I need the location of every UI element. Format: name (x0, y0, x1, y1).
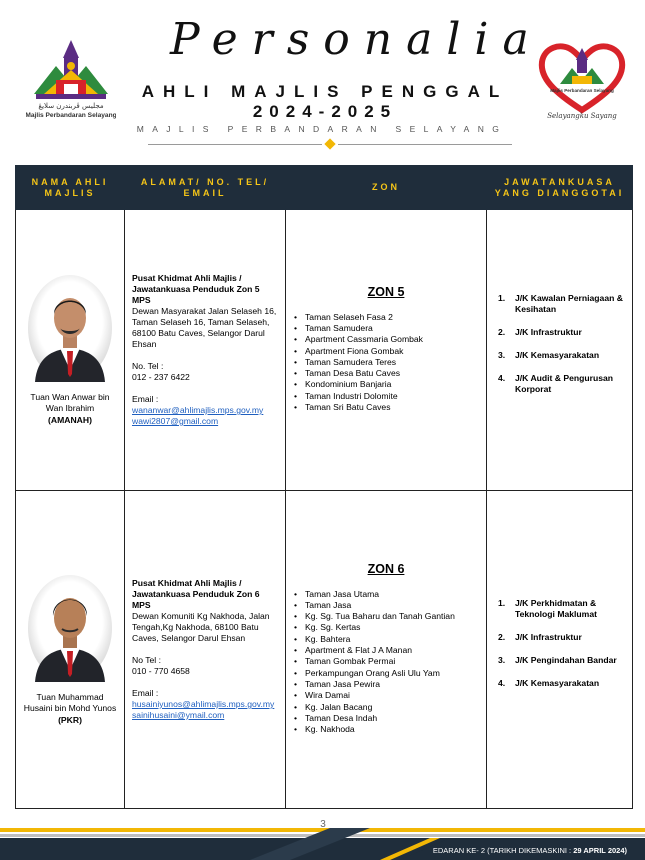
member-photo (27, 574, 113, 682)
list-item: • Taman Industri Dolomite (293, 391, 479, 402)
zone-cell (286, 491, 487, 809)
tel-label: No. Tel : (132, 361, 164, 371)
email-label: Email : (132, 688, 159, 698)
list-item: • Taman Jasa Pewira (293, 679, 479, 690)
member-name: Tuan Muhammad Husaini bin Mohd Yunos (23, 691, 117, 713)
title-line-2: 2024-2025 (252, 102, 398, 121)
decorative-line-left (148, 144, 322, 145)
list-item: • Taman Jasa (293, 600, 479, 611)
zone-cell (286, 210, 487, 491)
email-link[interactable]: wananwar@ahlimajlis.mps.gov.my (132, 405, 264, 415)
list-item: 2. J/K Infrastruktur (498, 632, 582, 642)
svg-text:Selayangku Sayang: Selayangku Sayang (547, 112, 617, 120)
committee-list (494, 598, 625, 689)
script-title: Personalia (170, 14, 543, 65)
member-party: (AMANAH) (48, 415, 92, 425)
email-link[interactable]: sainihusaini@ymail.com (132, 710, 225, 720)
list-item: • Taman Desa Indah (293, 713, 479, 724)
table-header-row (16, 166, 633, 210)
list-item: • Apartment Fiona Gombak (293, 346, 479, 357)
list-item: • Taman Samudera Teres (293, 357, 479, 368)
list-item: 2. J/K Infrastruktur (498, 327, 582, 337)
list-item: • Taman Sri Batu Caves (293, 402, 479, 413)
diamond-ornament-icon (324, 138, 335, 149)
email-label: Email : (132, 394, 159, 404)
zone-area-list (293, 312, 479, 414)
member-cell (16, 491, 125, 809)
list-item: • Apartment & Flat J A Manan (293, 645, 479, 656)
tel-label: No Tel : (132, 655, 161, 665)
member-name: Tuan Wan Anwar bin Wan Ibrahim (30, 392, 110, 413)
heart-logo-icon (536, 40, 628, 122)
page-number: 3 (320, 819, 326, 830)
edition-date: 29 APRIL 2024) (573, 846, 627, 855)
members-table (15, 165, 633, 809)
list-item: • Perkampungan Orang Asli Ulu Yam (293, 668, 479, 679)
zone-area-list (293, 589, 479, 736)
list-item: • Taman Selaseh Fasa 2 (293, 312, 479, 323)
list-item: 4. J/K Kemasyarakatan (498, 678, 600, 688)
list-item: • Taman Desa Batu Caves (293, 368, 479, 379)
address-title: Pusat Khidmat Ahli Majlis / Jawatankuasa Penduduk Zon 6 MPS (132, 578, 260, 610)
list-item: • Taman Jasa Utama (293, 589, 479, 600)
address-lines: Dewan Masyarakat Jalan Selaseh 16, Taman Selaseh 16, Taman Selaseh, 68100 Batu Caves, Selangor Darul Ehsan (132, 306, 277, 349)
zone-title: ZON 6 (367, 561, 405, 576)
header-member-name: NAMA AHLI MAJLIS (16, 166, 125, 210)
committee-cell (487, 491, 633, 809)
address-title: Pusat Khidmat Ahli Majlis / Jawatankuasa Penduduk Zon 5 MPS (132, 273, 260, 305)
list-item: • Wira Damai (293, 690, 479, 701)
committee-list (494, 293, 625, 395)
member-photo (27, 274, 113, 382)
member-cell (16, 210, 125, 491)
list-item: • Apartment Cassmaria Gombak (293, 334, 479, 345)
header-address: ALAMAT/ NO. TEL/ EMAIL (125, 166, 286, 210)
svg-text:Majlis Perbandaran Selayang: Majlis Perbandaran Selayang (550, 88, 614, 93)
header-committees: JAWATANKUASA YANG DIANGGOTAI (487, 166, 633, 210)
email-link[interactable]: husainiyunos@ahlimajlis.mps.gov.my (132, 699, 275, 709)
address-cell (125, 491, 286, 809)
table-row (16, 491, 633, 809)
list-item: • Taman Samudera (293, 323, 479, 334)
list-item: 1. J/K Perkhidmatan & Teknologi Maklumat (498, 598, 597, 619)
list-item: • Kg. Sg. Kertas (293, 622, 479, 633)
list-item: 3. J/K Pengindahan Bandar (498, 655, 617, 665)
list-item: • Kg. Bahtera (293, 634, 479, 645)
zone-title: ZON 5 (367, 284, 405, 299)
committee-cell (487, 210, 633, 491)
list-item: 4. J/K Audit & Pengurusan Korporat (498, 373, 614, 394)
tel-number: 012 - 237 6422 (132, 372, 190, 382)
mps-logo-left (26, 36, 116, 122)
address-cell (125, 210, 286, 491)
table-row (16, 210, 633, 491)
selayangku-sayang-logo (536, 40, 628, 122)
edition-info (433, 846, 627, 855)
title-line-1: AHLI MAJLIS PENGGAL (141, 82, 509, 101)
list-item: • Kg. Jalan Bacang (293, 702, 479, 713)
svg-text:Majlis Perbandaran Selayang: Majlis Perbandaran Selayang (26, 112, 116, 119)
member-party: (PKR) (58, 714, 82, 725)
list-item: • Taman Gombak Permai (293, 656, 479, 667)
list-item: • Kondominium Banjaria (293, 379, 479, 390)
edition-text: EDARAN KE- 2 (TARIKH DIKEMASKINI : (432, 846, 572, 855)
email-link[interactable]: wawi2807@gmail.com (132, 416, 219, 426)
list-item: • Kg. Nakhoda (293, 724, 479, 735)
address-lines: Dewan Komuniti Kg Nakhoda, Jalan Tengah,Kg Nakhoda, 68100 Batu Caves, Selangor Darul Ehsan (132, 611, 270, 643)
header-zone: ZON (286, 166, 487, 210)
list-item: 1. J/K Kawalan Perniagaan & Kesihatan (498, 293, 623, 314)
tel-number: 010 - 770 4658 (132, 666, 190, 676)
list-item: 3. J/K Kemasyarakatan (498, 350, 600, 360)
list-item: • Kg. Sg. Tua Baharu dan Tanah Gantian (293, 611, 479, 622)
decorative-line-right (338, 144, 512, 145)
svg-text:مجليس ڤربندرن سلايڠ: مجليس ڤربندرن سلايڠ (38, 102, 104, 110)
council-name: MAJLIS PERBANDARAN SELAYANG (136, 124, 508, 134)
mps-crest-icon (26, 36, 116, 122)
